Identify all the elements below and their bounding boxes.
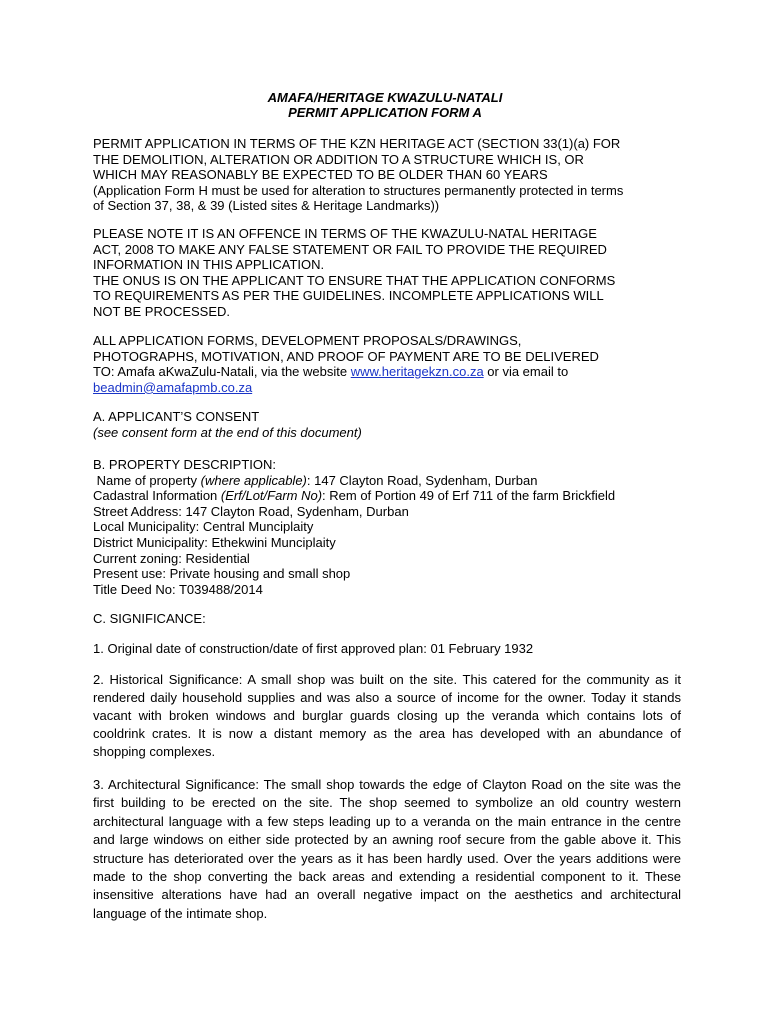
architectural-significance: 3. Architectural Significance: The small shop towards the edge of Clayton Road on the site was the first building to be erected on the site. The shop seemed to symbolize an old country western architectural language with a few steps leading up to a veranda on the main entrance in the centre and large windows on either side protected by an awning roof secure from the gable above it. This structure has deteriorated over the years as it has been hardly used. Over the years additions were made to the shop converting the back areas and extending a residential component to it. These insensitive alterations have had an overall negative impact on the aesthetics and architectural language of the intimate shop. (93, 777, 681, 921)
cadastral-information: Cadastral Information (Erf/Lot/Farm No): Rem of Portion 49 of Erf 711 of the farm Brickfield (93, 488, 616, 504)
section-b-heading: B. PROPERTY DESCRIPTION: (93, 457, 277, 472)
section-a-heading: A. APPLICANT’S CONSENT (93, 409, 260, 424)
section-c-heading: C. SIGNIFICANCE: (93, 611, 206, 626)
notice-line: PLEASE NOTE IT IS AN OFFENCE IN TERMS OF THE KWAZULU-NATAL HERITAGE (93, 226, 597, 241)
intro-line: PERMIT APPLICATION IN TERMS OF THE KZN HERITAGE ACT (SECTION 33(1)(a) FOR (93, 136, 621, 151)
delivery-line (93, 364, 693, 380)
delivery-line: ALL APPLICATION FORMS, DEVELOPMENT PROPOSALS/DRAWINGS, (93, 333, 522, 348)
street-address: Street Address: 147 Clayton Road, Sydenham, Durban (93, 503, 409, 519)
current-zoning: Current zoning: Residential (93, 550, 250, 566)
document-title (0, 90, 770, 120)
email-link[interactable]: beadmin@amafapmb.co.za (93, 379, 253, 395)
title-line-2: PERMIT APPLICATION FORM A (288, 105, 482, 120)
intro-line: of Section 37, 38, & 39 (Listed sites & Heritage Landmarks)) (93, 198, 440, 214)
district-municipality: District Municipality: Ethekwini Munciplaity (93, 534, 336, 550)
intro-line: THE DEMOLITION, ALTERATION OR ADDITION TO A STRUCTURE WHICH IS, OR (93, 151, 584, 167)
section-a-note: (see consent form at the end of this document) (93, 424, 362, 440)
delivery-text: TO: Amafa aKwaZulu-Natali, via the website (93, 364, 351, 380)
property-name: Name of property (where applicable): 147 Clayton Road, Sydenham, Durban (93, 472, 538, 488)
delivery-line (93, 380, 693, 396)
notice-line: TO REQUIREMENTS AS PER THE GUIDELINES. INCOMPLETE APPLICATIONS WILL (93, 288, 604, 304)
historical-significance: 2. Historical Significance: A small shop was built on the site. This catered for the community as it rendered daily household supplies and was also a source of income for the owner. Today it stands vacant with broken windows and burglar guards closing up the veranda which contains lots of cooldrink crates. It is now a distant memory as the area has developed with an abundance of shopping complexes. (93, 672, 681, 759)
delivery-line: PHOTOGRAPHS, MOTIVATION, AND PROOF OF PAYMENT ARE TO BE DELIVERED (93, 348, 599, 364)
construction-date: 1. Original date of construction/date of first approved plan: 01 February 1932 (93, 641, 534, 656)
notice-line: NOT BE PROCESSED. (93, 303, 231, 319)
delivery-text: or via email to (483, 364, 569, 380)
notice-line: THE ONUS IS ON THE APPLICANT TO ENSURE THAT THE APPLICATION CONFORMS (93, 272, 616, 288)
local-municipality: Local Municipality: Central Munciplaity (93, 519, 314, 535)
section-a (93, 409, 693, 440)
website-link[interactable]: www.heritagekzn.co.za (350, 364, 484, 380)
notice-line: ACT, 2008 TO MAKE ANY FALSE STATEMENT OR FAIL TO PROVIDE THE REQUIRED (93, 241, 607, 257)
intro-line: (Application Form H must be used for alteration to structures permanently protected in terms (93, 182, 624, 198)
title-line-1: AMAFA/HERITAGE KWAZULU-NATALI (267, 90, 503, 105)
intro-paragraph (93, 136, 693, 214)
section-b (93, 457, 693, 597)
present-use: Present use: Private housing and small shop (93, 566, 351, 582)
title-deed: Title Deed No: T039488/2014 (93, 581, 263, 597)
notice-paragraph (93, 226, 693, 320)
delivery-paragraph (93, 333, 693, 395)
intro-line: WHICH MAY REASONABLY BE EXPECTED TO BE OLDER THAN 60 YEARS (93, 167, 548, 183)
notice-line: INFORMATION IN THIS APPLICATION. (93, 257, 325, 273)
